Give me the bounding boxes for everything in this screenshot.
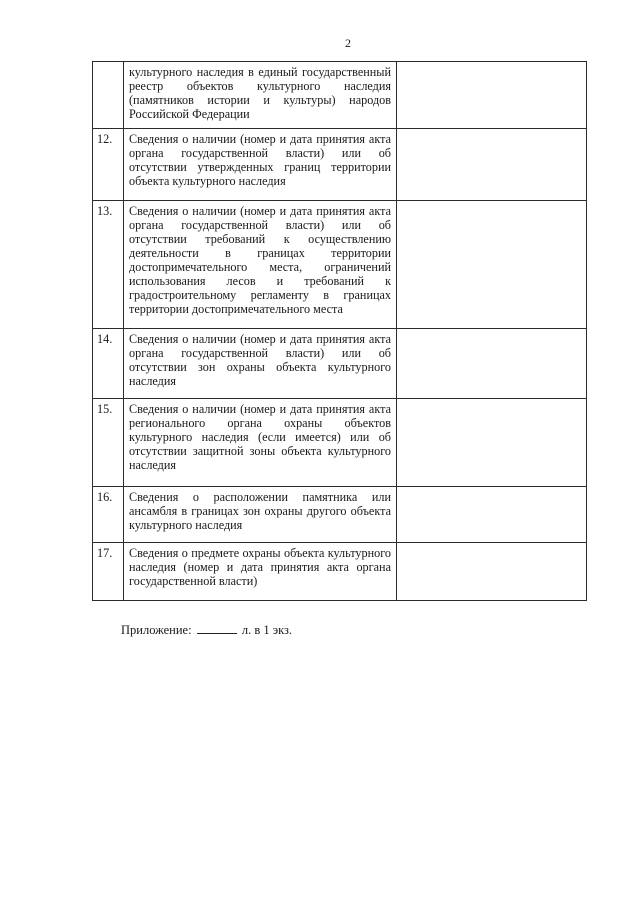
row-number: 16. <box>93 487 124 543</box>
row-description: Сведения о расположении памятника или ансамбля в границах зон охраны другого объекта культурного наследия <box>124 487 397 543</box>
row-description: Сведения о наличии (номер и дата принятия акта органа государственной власти) или об отсутствии требований к осуществлению деятельности в границах территории достопримечательного места, ограничений использования лесов и требований к градостроительному регламенту в границах территории достопримечательного места <box>124 201 397 329</box>
attachment-label: Приложение: <box>121 623 192 637</box>
row-value <box>397 487 587 543</box>
row-value <box>397 399 587 487</box>
attachment-note <box>121 622 292 638</box>
row-value <box>397 329 587 399</box>
page-number: 2 <box>345 36 351 50</box>
row-number: 17. <box>93 543 124 601</box>
row-value <box>397 62 587 129</box>
row-value <box>397 543 587 601</box>
row-description: Сведения о наличии (номер и дата принятия акта регионального органа охраны объектов культурного наследия (если имеется) или об отсутствии защитной зоны объекта культурного наследия <box>124 399 397 487</box>
attachment-suffix: л. в 1 экз. <box>241 623 293 637</box>
table-row <box>93 543 587 601</box>
info-table <box>92 61 587 601</box>
row-description: Сведения о наличии (номер и дата принятия акта органа государственной власти) или об отсутствии утвержденных границ территории объекта культурного наследия <box>124 129 397 201</box>
blank-line <box>197 622 237 634</box>
row-description: Сведения о наличии (номер и дата принятия акта органа государственной власти) или об отсутствии зон охраны объекта культурного наследия <box>124 329 397 399</box>
row-number: 13. <box>93 201 124 329</box>
row-number <box>93 62 124 129</box>
row-number: 14. <box>93 329 124 399</box>
row-description: культурного наследия в единый государственный реестр объектов культурного наследия (памятников истории и культуры) народов Российской Федерации <box>124 62 397 129</box>
table-row <box>93 329 587 399</box>
table-row <box>93 399 587 487</box>
table-row <box>93 487 587 543</box>
row-value <box>397 201 587 329</box>
row-number: 12. <box>93 129 124 201</box>
row-value <box>397 129 587 201</box>
table-row <box>93 62 587 129</box>
row-number: 15. <box>93 399 124 487</box>
row-description: Сведения о предмете охраны объекта культурного наследия (номер и дата принятия акта органа государственной власти) <box>124 543 397 601</box>
table-row <box>93 201 587 329</box>
table-row <box>93 129 587 201</box>
